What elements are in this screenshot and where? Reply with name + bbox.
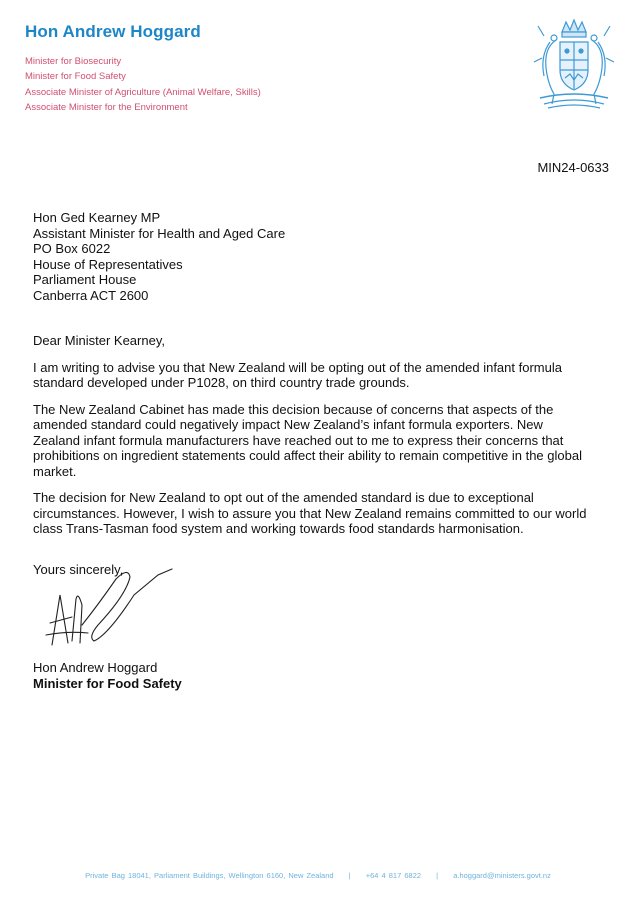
footer-address: Private Bag 18041, Parliament Buildings, Wellington 6160, New Zealand [85,871,334,880]
footer-email: a.hoggard@ministers.govt.nz [453,871,551,880]
letter-body [33,210,593,577]
address-line: Hon Ged Kearney MP [33,210,161,225]
body-paragraph: I am writing to advise you that New Zealand will be opting out of the amended infant formula standard developed under P1028, on third country trade grounds. [33,359,562,390]
footer-separator: | [348,871,351,880]
handwritten-signature [38,565,178,655]
body-paragraph: The New Zealand Cabinet has made this decision because of concerns that aspects of the amended standard could negatively impact New Zealand’s infant formula exporters. New Zealand infant formula manufacturers have reached out to me to express their concerns that prohibitions on ingredient statements could affect their ability to remain competitive in the global market. [33,401,582,479]
portfolio-item: Minister for Food Safety [25,71,126,83]
address-line: House of Representatives [33,256,183,272]
address-line: Parliament House [33,272,137,287]
portfolio-item: Associate Minister for the Environment [25,101,188,113]
portfolio-list [25,54,261,115]
body-paragraph: The decision for New Zealand to opt out of the amended standard is due to exceptional circumstances. However, I wish to assure you that New Zealand remains committed to our world class Trans-Tasman food system and working towards food standards harmonisation. [33,490,587,536]
recipient-address [33,210,593,303]
address-line: Assistant Minister for Health and Aged Care [33,225,286,241]
portfolio-item: Associate Minister of Agriculture (Animal Welfare, Skills) [25,86,261,98]
footer-contact [0,871,636,880]
footer-separator: | [436,871,439,880]
nz-coat-of-arms-icon [530,18,618,112]
minister-name-heading: Hon Andrew Hoggard [25,22,201,41]
address-line: PO Box 6022 [33,241,111,256]
salutation: Dear Minister Kearney, [33,333,165,348]
signoff-block [33,660,182,691]
closing: Yours sincerely, [33,561,124,577]
signatory-name: Hon Andrew Hoggard [33,660,158,675]
footer-phone: +64 4 817 6822 [365,871,422,880]
portfolio-item: Minister for Biosecurity [25,56,122,67]
signatory-title: Minister for Food Safety [33,675,182,691]
address-line: Canberra ACT 2600 [33,287,149,303]
reference-number: MIN24-0633 [537,160,609,175]
